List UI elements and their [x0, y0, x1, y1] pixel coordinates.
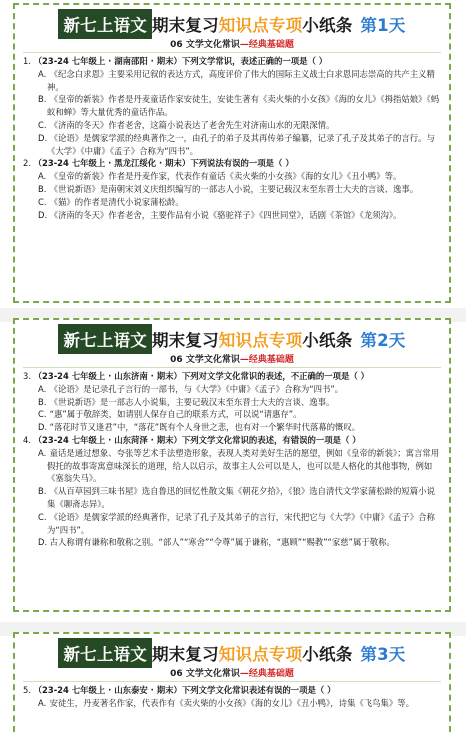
card-body: [15, 682, 449, 710]
option-text: 《世说新语》是南朝宋刘义庆组织编写的一部志人小说，主要记载汉末至东晋士大夫的言谈、逸事。: [49, 183, 419, 194]
question-stem: （23-24 七年级上 · 湖南邵阳 · 期末）下列文学常识，表述正确的一项是（ ）: [33, 56, 328, 66]
option-text: “惠”属于敬辞类，如请别人保存自己的联系方式，可以说“请惠存”。: [49, 409, 302, 420]
option-key: A.: [38, 383, 47, 394]
option-text: 《论语》是儒家学派的经典著作之一，由孔子的弟子及其再传弟子编纂，记录了孔子及其弟子的言行。与《大学》《中庸》《孟子》合称为“四书”。: [47, 132, 435, 156]
option-a: [33, 697, 441, 710]
option-d: [33, 132, 441, 158]
card-body: [15, 368, 449, 549]
subhead-tag: —经典基础题: [239, 40, 294, 50]
option-text: 《猫》的作者是清代小说家蒲松龄。: [49, 196, 184, 207]
card-body: [15, 53, 449, 221]
option-text: 《纪念白求恩》主要采用记叙的表达方式，高度评价了伟大的国际主义战士白求恩同志崇高的共产主义精神。: [47, 68, 435, 92]
note-card-day2: [13, 318, 451, 612]
option-text: 《济南的冬天》作者老舍，主要作品有小说《骆驼祥子》《四世同堂》，话剧《茶馆》《龙须沟》。: [49, 209, 402, 220]
day-label: 第2天: [360, 331, 406, 350]
option-text: 《皇帝的新装》作者是丹麦作家，代表作有童话《卖火柴的小女孩》《海的女儿》《丑小鸭》等。: [49, 171, 402, 182]
option-text: 《论语》是儒家学派的经典著作，记录了孔子及其弟子的言行，宋代把它与《大学》《中庸》《孟子》合称为“四书”。: [47, 511, 435, 535]
option-key: B.: [38, 396, 47, 407]
question-item: [23, 684, 441, 710]
option-a: [33, 68, 441, 94]
option-key: A.: [38, 68, 47, 79]
question-stem: （23-24 七年级上 · 山东菏泽 · 期末）下列文学文化常识的表述，有错误的一项是（ ）: [33, 434, 361, 445]
question-number: 2.: [23, 158, 31, 169]
title-highlight: 知识点专项: [218, 16, 303, 35]
title-part: 期末复习: [151, 331, 219, 350]
question-stem: （23-24 七年级上 · 山东泰安 · 期末）下列文学文化常识表述有误的一项是（ ）: [33, 685, 336, 695]
subhead-tag: —经典基础题: [239, 669, 294, 679]
option-key: C.: [38, 196, 47, 207]
question-item: [23, 157, 441, 221]
option-c: [33, 119, 441, 132]
title-badge: 新七上语文: [58, 9, 152, 39]
option-key: A.: [38, 171, 47, 182]
option-d: [33, 536, 441, 549]
question-item: [23, 55, 441, 157]
option-d: [33, 421, 441, 434]
subhead-text: 06 文学文化常识: [170, 355, 240, 365]
title-part: 小纸条: [302, 331, 353, 350]
option-text: 《论语》是记录孔子言行的一部书，与《大学》《中庸》《孟子》合称为“四书”。: [49, 383, 344, 394]
option-key: D.: [38, 537, 48, 548]
question-number: 3.: [23, 371, 31, 381]
option-key: D.: [38, 209, 48, 220]
title-part: 期末复习: [151, 16, 219, 35]
title-highlight: 知识点专项: [218, 331, 303, 350]
option-b: [33, 396, 441, 409]
title-highlight: 知识点专项: [218, 645, 303, 664]
option-text: 《济南的冬天》作者老舍，这篇小说表达了老舍先生对济南山水的无限深情。: [49, 119, 335, 130]
day-label: 第3天: [360, 645, 406, 664]
option-text: 安徒生，丹麦著名作家，代表作有《卖火柴的小女孩》《海的女儿》《丑小鸭》，诗集《飞鸟集》等。: [49, 697, 414, 708]
section-subheading: [23, 39, 441, 53]
subhead-text: 06 文学文化常识: [170, 40, 240, 50]
title-badge: 新七上语文: [58, 638, 152, 668]
option-key: C.: [38, 119, 47, 130]
option-key: C.: [38, 511, 47, 522]
option-key: A.: [38, 697, 47, 708]
option-text: 《世说新语》是一部志人小说集，主要记载汉末至东晋士大夫的言谈、逸事。: [49, 396, 335, 407]
option-c: [33, 408, 441, 421]
option-key: B.: [38, 486, 47, 497]
question-number: 4.: [23, 434, 31, 445]
card-title: [15, 638, 449, 668]
option-c: [33, 511, 441, 537]
section-subheading: [23, 668, 441, 682]
option-key: C.: [38, 409, 47, 420]
card-title: [15, 324, 449, 354]
question-number: 1.: [23, 56, 31, 66]
option-a: [33, 447, 441, 485]
subhead-tag: —经典基础题: [239, 355, 294, 365]
option-key: B.: [38, 94, 47, 105]
title-part: 期末复习: [151, 645, 219, 664]
card-title: [15, 9, 449, 39]
title-badge: 新七上语文: [58, 324, 152, 354]
note-card-day3: [13, 632, 451, 732]
question-stem: （23-24 七年级上 · 黑龙江绥化 · 期末）下列说法有误的一项是（ ）: [33, 158, 294, 169]
option-c: [33, 196, 441, 209]
option-a: [33, 170, 441, 183]
option-d: [33, 209, 441, 222]
section-subheading: [23, 354, 441, 368]
option-key: A.: [38, 447, 47, 458]
subhead-text: 06 文学文化常识: [170, 669, 240, 679]
option-key: D.: [38, 422, 48, 433]
option-a: [33, 383, 441, 396]
option-text: 《从百草园到三味书屋》选自鲁迅的回忆性散文集《朝花夕拾》，《狼》选自清代文学家蒲松龄的短篇小说集《聊斋志异》。: [47, 486, 435, 509]
title-part: 小纸条: [302, 645, 353, 664]
option-text: 《皇帝的新装》作者是丹麦童话作家安徒生，安徒生著有《卖火柴的小女孩》《海的女儿》《拇指姑娘》《蚂蚁和蝉》等大量优秀的童话作品。: [47, 94, 440, 118]
question-number: 5.: [23, 685, 31, 695]
option-text: 古人称谓有谦称和敬称之别。“部人”“寒舍”“令尊”属于谦称，“惠顾”“赐教”“家慈”属于敬称。: [49, 537, 395, 548]
option-key: D.: [38, 132, 48, 143]
option-b: [33, 183, 441, 196]
option-text: “落花时节又逢君”中，“落花”既有个人身世之悲，也有对一个繁华时代落幕的慨叹。: [49, 422, 361, 433]
option-b: [33, 485, 441, 511]
question-stem: （23-24 七年级上 · 山东济南 · 期末）下列对文学文化常识的表述，不正确的一项是（ ）: [33, 371, 370, 381]
option-b: [33, 93, 441, 119]
note-card-day1: [13, 3, 451, 303]
question-item: [23, 370, 441, 434]
question-item: [23, 434, 441, 549]
option-key: B.: [38, 183, 47, 194]
title-part: 小纸条: [302, 16, 353, 35]
day-label: 第1天: [360, 16, 406, 35]
option-text: 童话是通过想象、夸张等艺术手法塑造形象，表现人类对美好生活的愿望，例如《皇帝的新装》；寓言常用假托的故事寄寓意味深长的道理，给人以启示，故事主人公可以是人，也可以是人格化的其他事物，例如《塞翁失马》。: [47, 447, 440, 484]
